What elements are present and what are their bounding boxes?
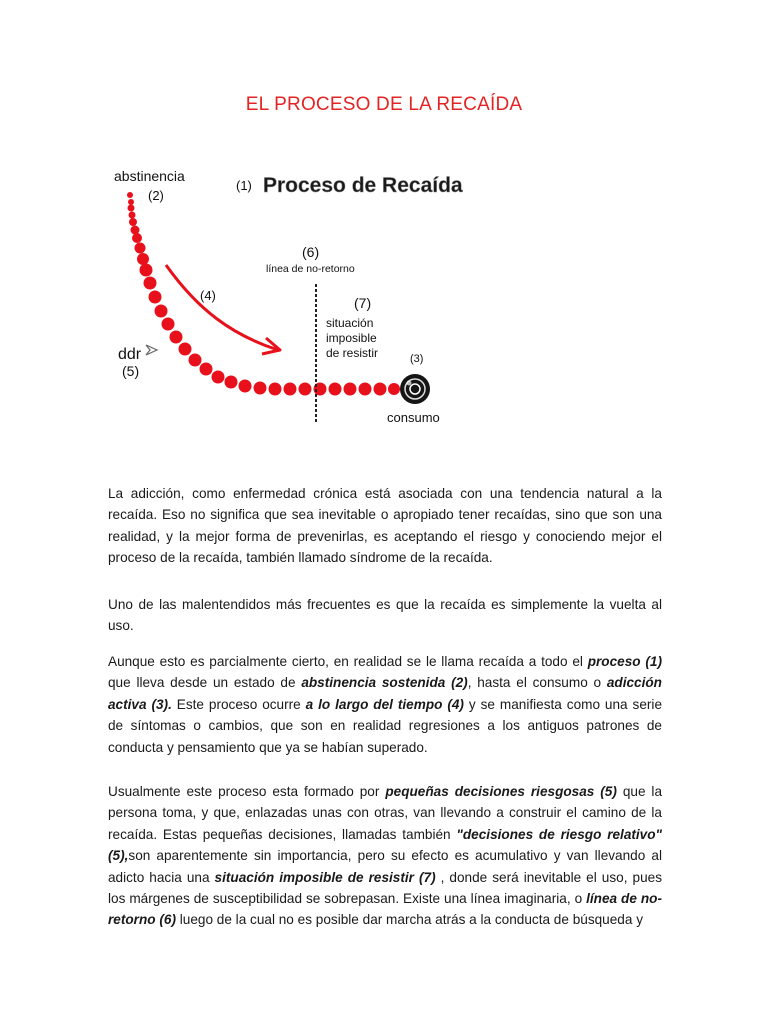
curve-dot	[162, 318, 175, 331]
ddr-number: (5)	[122, 363, 140, 379]
paragraph-4-text-4: , donde será inevitable el uso, pues los márgenes de susceptibilidad se sobrepasan. Existe una línea imaginaria, o	[108, 869, 662, 907]
curve-dot	[212, 371, 225, 384]
situation-line-1: situación	[326, 316, 374, 330]
curve-dot	[132, 233, 142, 243]
curve-dot	[179, 343, 192, 356]
curve-dot	[128, 205, 135, 212]
curve-dot	[225, 376, 238, 389]
paragraph-3-text-4: Este proceso ocurre	[171, 696, 306, 712]
paragraph-3	[108, 651, 662, 758]
paragraph-3-text-3: , hasta el consumo o	[467, 675, 607, 691]
paragraph-3-emphasis-2: abstinencia sostenida (2)	[301, 675, 468, 691]
curve-dot	[140, 264, 153, 277]
paragraph-4-emphasis-4: línea de no-retorno (6)	[108, 891, 663, 928]
curve-dot	[299, 383, 312, 396]
process-title: Proceso de Recaída	[263, 174, 463, 197]
consumption-number: (3)	[410, 353, 424, 365]
curve-dot	[200, 363, 213, 376]
paragraph-3-text-2: que lleva desde un estado de	[108, 675, 302, 691]
situation-line-2: imposible	[326, 331, 377, 345]
curve-dot	[128, 199, 134, 205]
abstinence-number: (2)	[148, 188, 164, 203]
curve-dot	[239, 380, 252, 393]
paragraph-4	[108, 781, 662, 931]
curve-dot	[170, 331, 183, 344]
paragraph-3-emphasis-4: a lo largo del tiempo (4)	[305, 696, 464, 712]
situation-number: (7)	[354, 295, 372, 311]
paragraph-4-text-1: Usualmente este proceso esta formado por	[108, 784, 386, 799]
paragraph-4-emphasis-3: situación imposible de resistir (7)	[214, 869, 436, 885]
paragraph-4-emphasis-2: "decisiones de riesgo relativo"(5),	[108, 826, 662, 864]
curve-dot	[269, 383, 282, 396]
curve-dot	[129, 212, 136, 219]
curve-dot	[135, 243, 146, 254]
process-number: (1)	[236, 178, 252, 193]
curve-dot	[137, 253, 149, 265]
paragraph-4-emphasis-1: pequeñas decisiones riesgosas (5)	[385, 784, 617, 799]
no-return-number: (6)	[302, 244, 320, 260]
curve-dot	[155, 305, 168, 318]
document-title: EL PROCESO DE LA RECAÍDA	[245, 94, 523, 115]
time-arrow	[166, 265, 278, 350]
curve-dot	[127, 192, 133, 198]
no-return-label: línea de no-retorno	[266, 263, 355, 275]
curve-dot	[329, 383, 342, 396]
consumption-label: consumo	[387, 410, 440, 425]
paragraph-4-text-3: son aparentemente sin importancia, pero su efecto es acumulativo y van llevando al adicto hacia una	[108, 848, 662, 885]
paragraph-4-text-2: que la persona toma, y que, enlazadas unas con otras, van llevando a construir el camino de la recaída. Estas pequeñas decisiones, llamadas también	[108, 784, 663, 842]
relapse-curve-dots	[127, 192, 400, 396]
time-number: (4)	[200, 288, 216, 303]
paragraph-2: Uno de las malentendidos más frecuentes es que la recaída es simplemente la vuelta al uso.	[108, 597, 662, 634]
paragraph-3-emphasis-3: adicción activa (3).	[108, 675, 662, 712]
curve-dot	[374, 383, 387, 396]
consumption-ball-icon	[400, 374, 430, 404]
curve-dot	[144, 277, 157, 290]
curve-dot	[254, 382, 267, 395]
ddr-pointer-icon	[146, 345, 157, 355]
curve-dot	[189, 354, 202, 367]
paragraph-1: La adicción, como enfermedad crónica está asociada con una tendencia natural a la recaída. Eso no significa que sea inevitable o apropiado tener recaídas, sino que son una realidad, y la mejor forma de prevenirlas, es aceptando el riesgo y conociendo mejor el proceso de la recaída, también llamado síndrome de la recaída.	[108, 486, 662, 566]
paragraph-4-text-5: luego de la cual no es posible dar marcha atrás a la conducta de búsqueda y	[175, 912, 643, 928]
abstinence-label: abstinencia	[114, 168, 185, 184]
curve-dot	[344, 383, 357, 396]
paragraph-3-emphasis-1: proceso (1)	[587, 654, 662, 669]
paragraph-3-text-5: y se manifiesta como una serie de síntomas o cambios, que son en realidad regresiones a los antiguos patrones de conducta y pensamiento que ya se habían superado.	[108, 696, 663, 755]
curve-dot	[359, 383, 372, 396]
situation-line-3: de resistir	[326, 346, 379, 360]
curve-dot	[284, 383, 297, 396]
curve-dot	[388, 383, 400, 395]
curve-dot	[129, 218, 137, 226]
relapse-diagram	[100, 160, 480, 440]
curve-dot	[149, 291, 162, 304]
paragraph-3-text-1: Aunque esto es parcialmente cierto, en realidad se le llama recaída a todo el	[108, 654, 588, 669]
relapse-process-figure	[100, 160, 480, 440]
ddr-label: ddr	[118, 346, 142, 363]
